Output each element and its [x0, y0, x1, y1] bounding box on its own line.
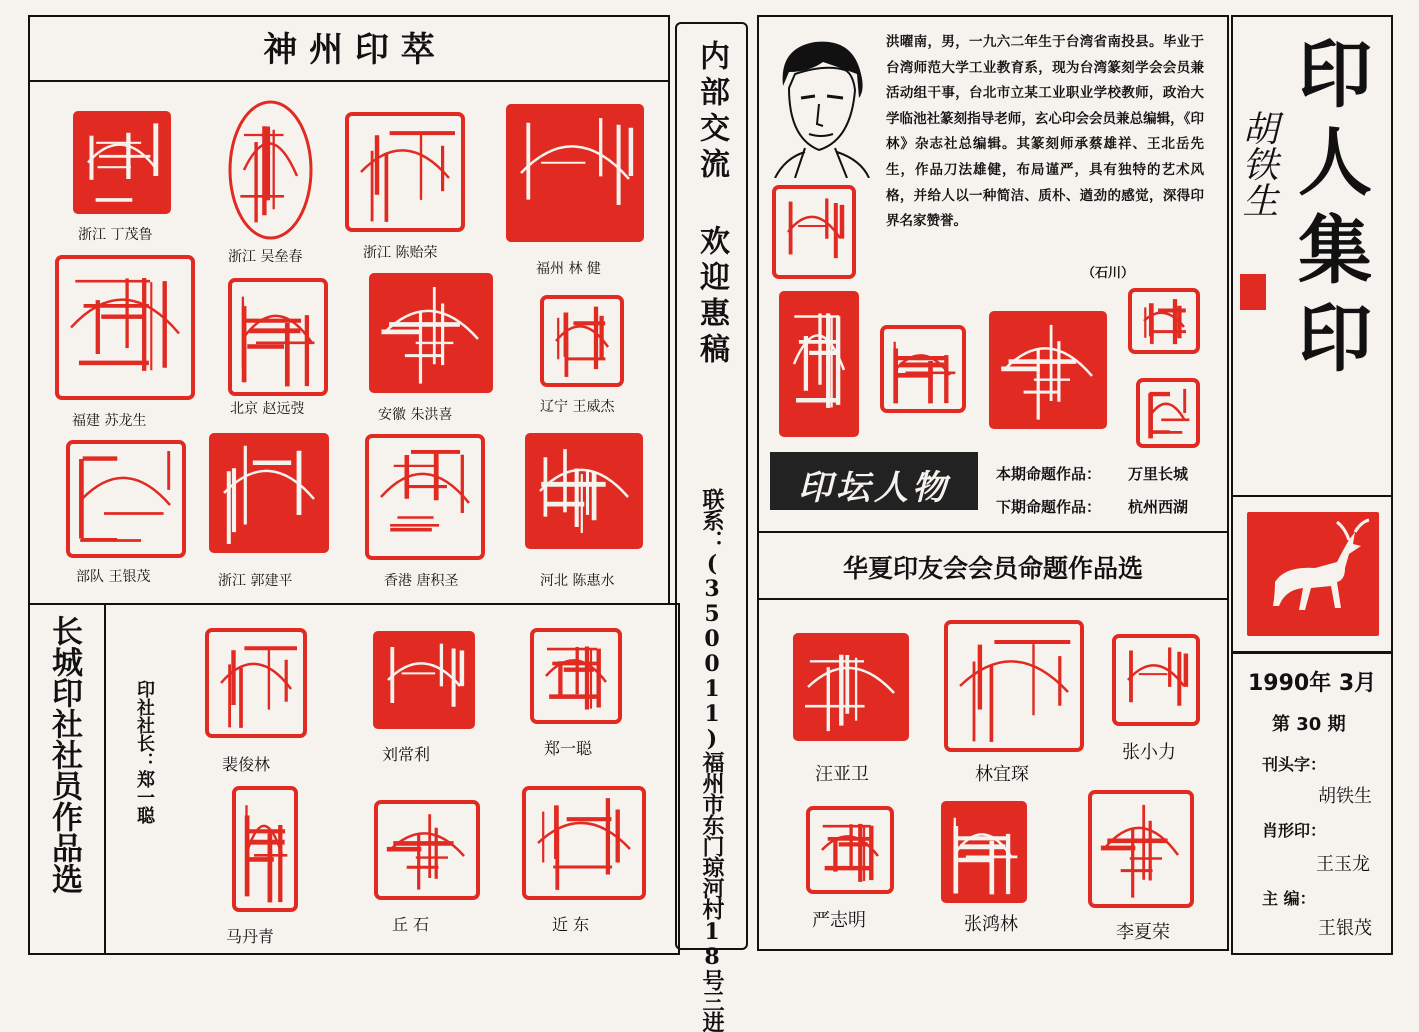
- left-seal-author: 安徽 朱洪喜: [378, 407, 453, 423]
- member-seal-1: [205, 628, 307, 738]
- calligrapher-sign: 胡铁生: [1237, 110, 1278, 218]
- member-seal-3: [530, 628, 622, 724]
- column-logo: [770, 452, 978, 510]
- next-issue-value: 杭州西湖: [1128, 498, 1189, 516]
- masthead-title: 印人集印: [1286, 35, 1372, 387]
- left-seal-3: [345, 112, 465, 232]
- topic-seal-3: [1112, 634, 1200, 726]
- left-seal-author: 部队 王银茂: [76, 569, 151, 585]
- member-seal-6: [522, 786, 646, 900]
- left-seal-7: [368, 272, 494, 394]
- deer-seal: [1245, 510, 1381, 638]
- left-seal-author: 浙江 丁茂鲁: [78, 227, 153, 243]
- left-seal-author: 香港 唐积圣: [384, 573, 459, 589]
- left-seal-author: 浙江 吴垒春: [228, 249, 303, 265]
- portrait-seal-value: 王玉龙: [1316, 854, 1370, 875]
- topic-seal-author: 严志明: [812, 910, 866, 931]
- issue-number: 第 30 期: [1272, 714, 1346, 735]
- topic-seal-1: [792, 632, 910, 742]
- center-heading: 内部交流 欢迎惠稿: [694, 40, 729, 369]
- member-works-title: 长城印社社员作品选: [46, 615, 82, 894]
- topic-seal-author: 李夏荣: [1116, 922, 1170, 943]
- topic-section-title: 华夏印友会会员命题作品选: [842, 554, 1143, 583]
- profile-seal-3: [880, 325, 966, 413]
- column-logo-text: 印坛人物: [798, 468, 950, 508]
- left-seal-9: [66, 440, 186, 558]
- editor-label: 主 编：: [1262, 889, 1316, 908]
- left-seal-10: [208, 432, 330, 554]
- member-seal-author: 郑一聪: [544, 739, 593, 758]
- masthead-small-seal: [1240, 274, 1266, 310]
- this-issue-label: 本期命题作品：: [996, 465, 1102, 483]
- topic-seal-2: [944, 620, 1084, 752]
- left-seal-8: [540, 295, 624, 387]
- society-leader: 印社社长：郑一聪: [134, 680, 155, 824]
- member-seal-author: 近 东: [552, 915, 590, 934]
- member-seal-author: 丘 石: [392, 915, 430, 934]
- topic-seal-author: 张小力: [1122, 742, 1176, 763]
- left-seal-6: [228, 278, 328, 396]
- next-issue-label: 下期命题作品：: [996, 498, 1102, 516]
- member-seal-author: 刘常利: [382, 745, 431, 764]
- left-seal-5: [55, 255, 195, 400]
- left-panel-title: 神 州 印 萃: [263, 30, 435, 70]
- profile-bio: 洪曜南，男，一九六二年生于台湾省南投县。毕业于台湾师范大学工业教育系，现为台湾篆刻学会会员兼活动组干事，台北市立某工业职业学校教师，政治大学临池社篆刻指导老师，玄心印会会员兼总编辑，《印林》杂志社总编辑。其篆刻师承蔡雄祥、王北岳先生，作品刀法雄健，布局谨严，具有独特的艺术风格，并给人以一种简洁、质朴、遒劲的感觉，深得印界名家赞誉。: [886, 34, 1204, 230]
- profile-bio-author: （石川）: [1082, 266, 1135, 281]
- portrait-seal-label: 肖形印：: [1262, 821, 1327, 840]
- member-seal-2: [372, 630, 476, 730]
- left-seal-author: 福州 林 健: [536, 261, 601, 277]
- left-seal-2: [228, 100, 313, 240]
- left-seal-author: 福建 苏龙生: [72, 413, 147, 429]
- member-seal-5: [374, 800, 480, 900]
- member-seal-author: 马丹青: [226, 927, 275, 946]
- left-seal-4: [505, 103, 645, 243]
- issue-date: 1990年 3月: [1248, 671, 1377, 696]
- member-seal-4: [232, 786, 298, 912]
- topic-title-divider: [757, 598, 1229, 600]
- left-seal-author: 辽宁 王威杰: [540, 399, 615, 415]
- topic-seal-6: [1088, 790, 1194, 908]
- topic-seal-author: 汪亚卫: [815, 764, 869, 785]
- profile-seal-6: [1136, 378, 1200, 448]
- topic-seal-author: 张鸿林: [964, 914, 1018, 935]
- profile-seal-1: [772, 185, 856, 279]
- profile-seal-4: [988, 310, 1108, 430]
- left-seal-author: 浙江 郭建平: [218, 573, 293, 589]
- left-title-divider: [28, 80, 670, 82]
- left-seal-author: 河北 陈惠水: [540, 573, 615, 589]
- contact-address: 联系：(350011)福州市东门琼河村18号三进: [699, 488, 725, 1032]
- member-seal-author: 裴俊林: [222, 755, 271, 774]
- left-seal-author: 浙江 陈贻荣: [363, 245, 438, 261]
- calligraphy-value: 胡铁生: [1318, 786, 1372, 807]
- portrait: [765, 28, 875, 178]
- this-issue-value: 万里长城: [1128, 465, 1189, 483]
- bottom-left-divider: [104, 603, 106, 955]
- topic-seal-author: 林宜琛: [975, 764, 1029, 785]
- profile-seal-5: [1128, 288, 1200, 354]
- left-seal-1: [72, 110, 172, 215]
- left-seal-11: [365, 434, 485, 560]
- topic-seal-4: [806, 806, 894, 894]
- calligraphy-label: 刊头字：: [1262, 755, 1327, 774]
- left-seal-12: [524, 432, 644, 550]
- left-seal-author: 北京 赵远弢: [230, 401, 305, 417]
- topic-seal-5: [940, 800, 1028, 904]
- profile-seal-2: [778, 290, 860, 438]
- editor-value: 王银茂: [1318, 918, 1372, 939]
